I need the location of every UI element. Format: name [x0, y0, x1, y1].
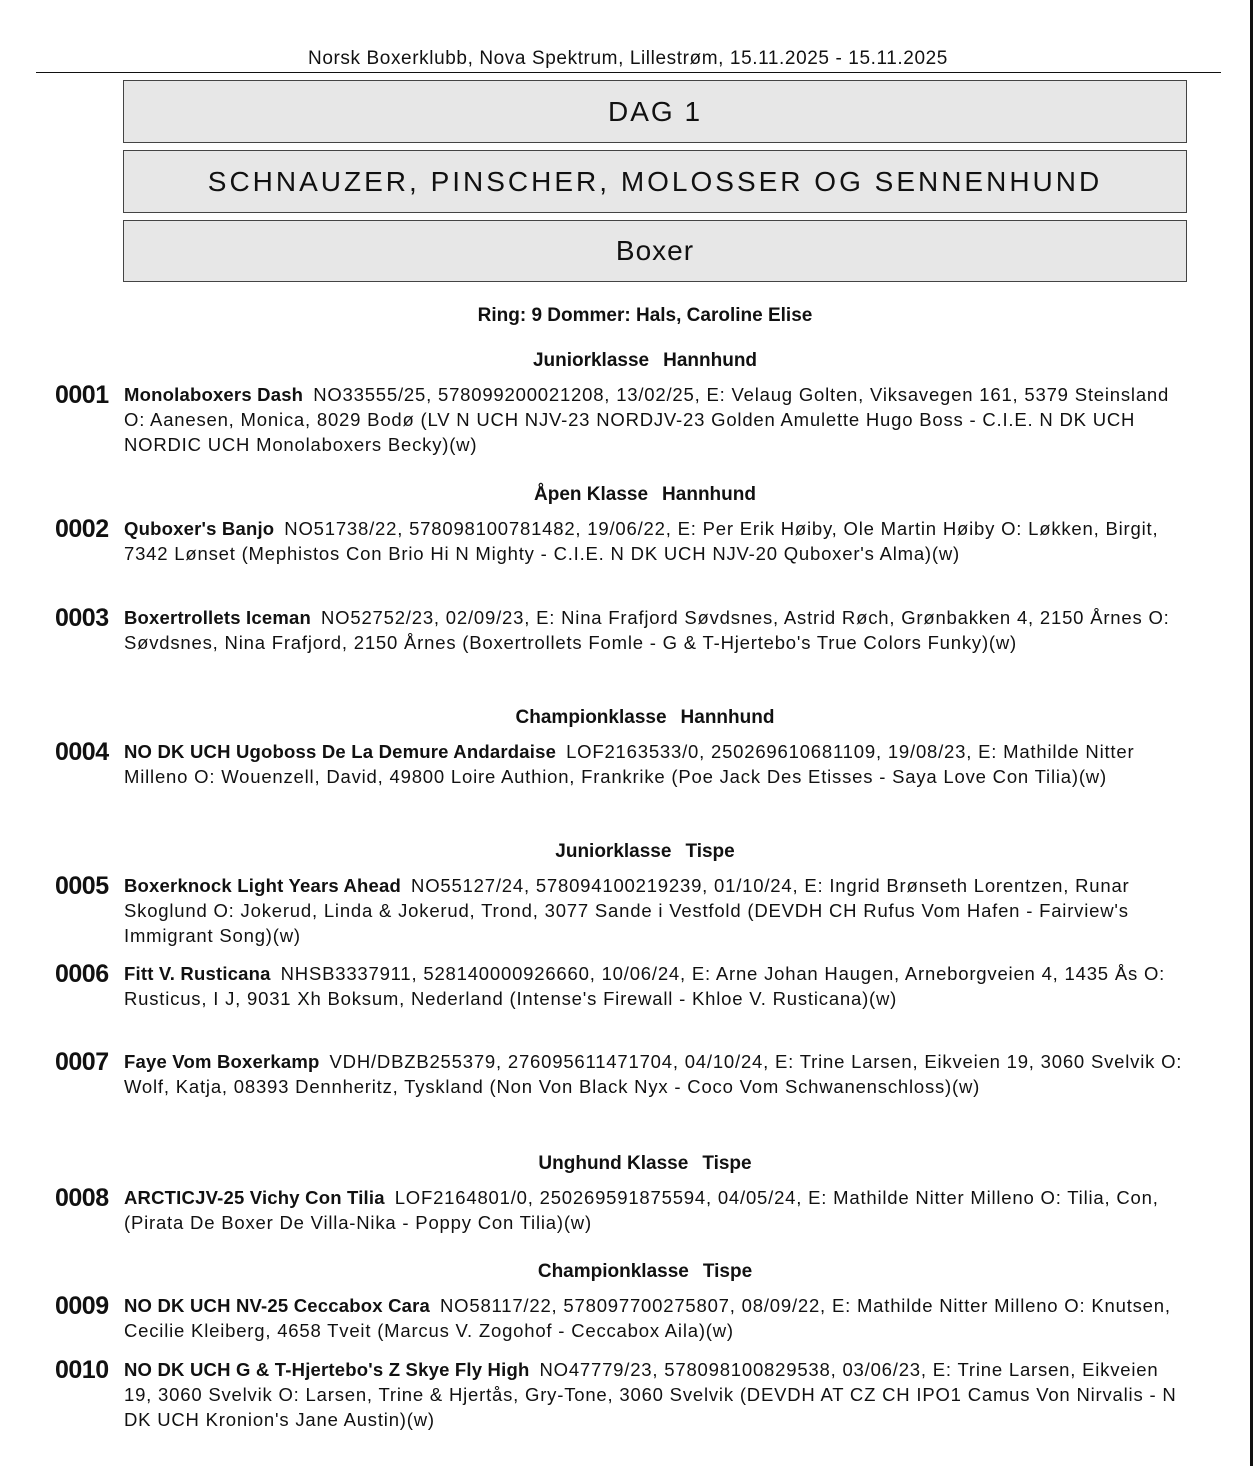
class-name: Juniorklasse [555, 841, 672, 862]
header-divider [36, 72, 1221, 73]
entry-details: NHSB3337911, 528140000926660, 10/06/24, E: Arne Johan Haugen, Arneborgveien 4, 1435 Ås O: Rusticus, I J, 9031 Xh Boksum, Nederland (Intense's Firewall - Khloe V. Rusticana)(w) [124, 963, 1166, 1009]
class-name: Championklasse [537, 1261, 689, 1282]
entry-number: 0009 [55, 1292, 109, 1320]
dog-name: ARCTICJV-25 Vichy Con Tilia [124, 1187, 385, 1208]
entry-number: 0003 [55, 604, 109, 632]
class-name: Unghund Klasse [538, 1153, 689, 1174]
class-sex: Hannhund [663, 350, 758, 371]
class-heading [0, 350, 1256, 372]
class-sex: Tispe [702, 1261, 753, 1282]
entry-details: NO55127/24, 578094100219239, 01/10/24, E: Ingrid Brønseth Lorentzen, Runar Skoglund O: Jokerud, Linda & Jokerud, Trond, 3077 Sande i Vestfold (DEVDH CH Rufus Vom Hafen - Fairview's Immigrant Song)(w) [124, 875, 1130, 946]
entry-number: 0005 [55, 872, 109, 900]
dog-name: Quboxer's Banjo [124, 518, 275, 539]
catalog-entry [55, 961, 1185, 1011]
dog-name: NO DK UCH G & T-Hjertebo's Z Skye Fly High [124, 1359, 530, 1380]
class-sex: Hannhund [680, 707, 775, 728]
catalog-entry [55, 1293, 1185, 1343]
page-edge-rule [1250, 0, 1253, 1466]
entry-number: 0010 [55, 1356, 109, 1384]
dog-name: Boxerknock Light Years Ahead [124, 875, 402, 896]
class-name: Åpen Klasse [534, 484, 649, 505]
class-heading [0, 707, 1256, 729]
entry-details: VDH/DBZB255379, 276095611471704, 04/10/24, E: Trine Larsen, Eikveien 19, 3060 Svelvik O: Wolf, Katja, 08393 Dennheritz, Tyskland (Non Von Black Nyx - Coco Vom Schwanenschloss)(w) [124, 1051, 1183, 1097]
entry-number: 0002 [55, 515, 109, 543]
catalog-entry [55, 1357, 1185, 1432]
dog-name: Boxertrollets Iceman [124, 607, 312, 628]
catalog-entry [55, 516, 1185, 566]
show-header: Norsk Boxerklubb, Nova Spektrum, Lillestrøm, 15.11.2025 - 15.11.2025 [308, 48, 948, 69]
entry-number: 0008 [55, 1184, 109, 1212]
entry-details: NO58117/22, 578097700275807, 08/09/22, E: Mathilde Nitter Milleno O: Knutsen, Cecilie Kleiberg, 4658 Tveit (Marcus V. Zogohof - Ceccabox Aila)(w) [124, 1295, 1171, 1341]
entry-details: NO51738/22, 578098100781482, 19/06/22, E: Per Erik Høiby, Ole Martin Høiby O: Løkken, Birgit, 7342 Lønset (Mephistos Con Brio Hi N Mighty - C.I.E. N DK UCH NJV-20 Quboxer's Alma)(w) [124, 518, 1159, 564]
class-heading [0, 484, 1256, 506]
class-heading [0, 1153, 1256, 1175]
catalog-entry [55, 605, 1185, 655]
class-sex: Tispe [702, 1153, 752, 1174]
entry-details: NO52752/23, 02/09/23, E: Nina Frafjord Søvdsnes, Astrid Røch, Grønbakken 4, 2150 Årnes O: Søvdsnes, Nina Frafjord, 2150 Årnes (Boxertrollets Fomle - G & T-Hjertebo's True Colors Funky)(w) [124, 607, 1170, 653]
entry-details: NO47779/23, 578098100829538, 03/06/23, E: Trine Larsen, Eikveien 19, 3060 Svelvik O: Larsen, Trine & Hjertås, Gry-Tone, 3060 Svelvik (DEVDH AT CZ CH IPO1 Camus Von Nirvalis - N DK UCH Kronion's Jane Austin)(w) [124, 1359, 1177, 1430]
class-name: Championklasse [515, 707, 667, 728]
class-sex: Hannhund [662, 484, 756, 505]
dog-name: Fitt V. Rusticana [124, 963, 271, 984]
entry-number: 0006 [55, 960, 109, 988]
catalog-entry [55, 382, 1185, 457]
dog-name: Faye Vom Boxerkamp [124, 1051, 320, 1072]
entry-details: LOF2163533/0, 250269610681109, 19/08/23, E: Mathilde Nitter Milleno O: Wouenzell, David, 49800 Loire Authion, Frankrike (Poe Jack Des Etisses - Saya Love Con Tilia)(w) [124, 741, 1135, 787]
class-name: Juniorklasse [532, 350, 650, 371]
entry-number: 0007 [55, 1048, 109, 1076]
group-banner: SCHNAUZER, PINSCHER, MOLOSSER OG SENNENHUND [123, 150, 1187, 213]
catalog-entry [55, 739, 1185, 789]
catalog-entry [55, 873, 1185, 948]
dog-name: Monolaboxers Dash [124, 384, 304, 405]
catalog-entry [55, 1049, 1185, 1099]
ring-judge-line: Ring: 9 Dommer: Hals, Caroline Elise [477, 305, 813, 326]
entry-details: LOF2164801/0, 250269591875594, 04/05/24, E: Mathilde Nitter Milleno O: Tilia, Con, (Pirata De Boxer De Villa-Nika - Poppy Con Tilia)(w) [124, 1187, 1159, 1233]
catalog-entry [55, 1185, 1185, 1235]
day-banner: DAG 1 [123, 80, 1187, 143]
entry-number: 0001 [55, 381, 109, 409]
dog-name: NO DK UCH NV-25 Ceccabox Cara [124, 1295, 431, 1316]
breed-banner: Boxer [123, 220, 1187, 282]
entry-details: NO33555/25, 578099200021208, 13/02/25, E: Velaug Golten, Viksavegen 161, 5379 Steinsland O: Aanesen, Monica, 8029 Bodø (LV N UCH NJV-23 NORDJV-23 Golden Amulette Hugo Boss - C.I.E. N DK UCH NORDIC UCH Monolaboxers Becky)(w) [124, 384, 1170, 455]
class-heading [0, 1261, 1256, 1283]
entry-number: 0004 [55, 738, 109, 766]
class-sex: Tispe [685, 841, 735, 862]
dog-name: NO DK UCH Ugoboss De La Demure Andardaise [124, 741, 557, 762]
class-heading [0, 841, 1256, 863]
